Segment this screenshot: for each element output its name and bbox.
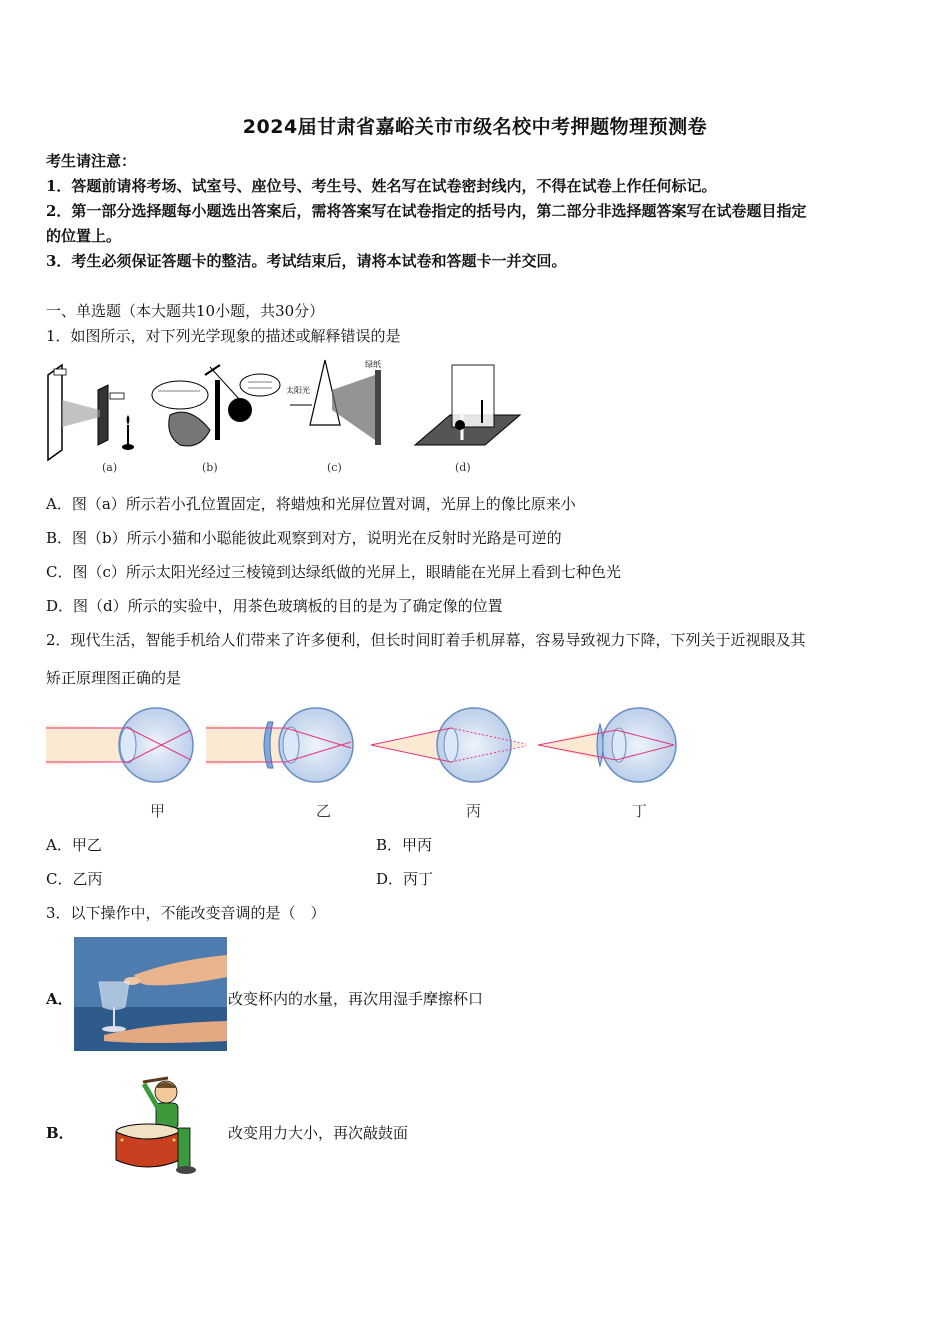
page-title: 2024届甘肃省嘉峪关市市级名校中考押题物理预测卷 [242, 116, 708, 138]
q1-option-b: B．图（b）所示小猫和小聪能彼此观察到对方，说明光在反射时光路是可逆的 [46, 529, 562, 547]
eye-diagram-2 [206, 708, 353, 782]
q1-stem: 1．如图所示，对下列光学现象的描述或解释错误的是 [46, 327, 401, 345]
figure-d [415, 365, 520, 445]
eye-caption-3: 丙 [466, 802, 482, 820]
eye-caption-2: 乙 [316, 802, 332, 820]
boy-drum-image [108, 1070, 203, 1180]
q3-option-a-text: 改变杯内的水量，再次用湿手摩擦杯口 [228, 990, 484, 1008]
figure-b [152, 365, 280, 446]
drum-illustration [108, 1070, 203, 1180]
eye-diagrams [46, 700, 686, 790]
eye-diagram-1 [46, 708, 193, 782]
figure-caption-d: (d) [455, 461, 471, 474]
eye-diagram-3 [371, 708, 526, 782]
q2-option-a: A．甲乙 [46, 836, 102, 854]
q1-option-c: C．图（c）所示太阳光经过三棱镜到达绿纸做的光屏上，眼睛能在光屏上看到七种色光 [46, 563, 621, 581]
notice-item-1: 1．答题前请将考场、试室号、座位号、考生号、姓名写在试卷密封线内，不得在试卷上作任何标记。 [46, 177, 717, 195]
section-heading: 一、单选题（本大题共10小题，共30分） [46, 302, 325, 320]
q1-option-a: A．图（a）所示若小孔位置固定，将蜡烛和光屏位置对调，光屏上的像比原来小 [46, 495, 576, 513]
figure-caption-c: (c) [327, 461, 342, 474]
q3-option-b-letter: B． [46, 1124, 74, 1142]
svg-text:绿纸: 绿纸 [365, 360, 381, 369]
q2-stem-line2: 矫正原理图正确的是 [46, 669, 182, 687]
q1-option-d: D．图（d）所示的实验中，用茶色玻璃板的目的是为了确定像的位置 [46, 597, 503, 615]
eye-caption-4: 丁 [632, 802, 648, 820]
q3-option-b-text: 改变用力大小，再次敲鼓面 [228, 1124, 409, 1142]
glass-photo [74, 937, 227, 1051]
wet-finger-glass-image [74, 937, 227, 1051]
q2-option-d: D．丙丁 [376, 870, 434, 888]
figure-caption-a: (a) [102, 461, 118, 474]
eye-diagram-4 [538, 708, 676, 782]
q2-eye-diagrams [46, 700, 686, 790]
notice-item-3: 3．考生必须保证答题卡的整洁。考试结束后，请将本试卷和答题卡一并交回。 [46, 252, 567, 270]
svg-text:太阳光: 太阳光 [286, 386, 310, 395]
q3-stem: 3．以下操作中，不能改变音调的是（ ） [46, 904, 326, 922]
figure-a [48, 365, 134, 460]
figure-c [286, 360, 381, 445]
notice-item-2: 2．第一部分选择题每小题选出答案后，需将答案写在试卷指定的括号内，第二部分非选择题答案写在试卷题目指定 [46, 202, 807, 220]
eye-caption-1: 甲 [150, 802, 166, 820]
notice-heading: 考生请注意： [46, 152, 137, 170]
q2-option-b: B．甲丙 [376, 836, 433, 854]
figure-caption-b: (b) [202, 461, 218, 474]
notice-item-2-cont: 的位置上。 [46, 227, 122, 245]
q2-option-c: C．乙丙 [46, 870, 103, 888]
q1-figures [40, 355, 540, 480]
q3-option-a-letter: A． [46, 990, 73, 1008]
q2-stem-line1: 2．现代生活，智能手机给人们带来了许多便利，但长时间盯着手机屏幕，容易导致视力下降，下列关于近视眼及其 [46, 631, 806, 649]
